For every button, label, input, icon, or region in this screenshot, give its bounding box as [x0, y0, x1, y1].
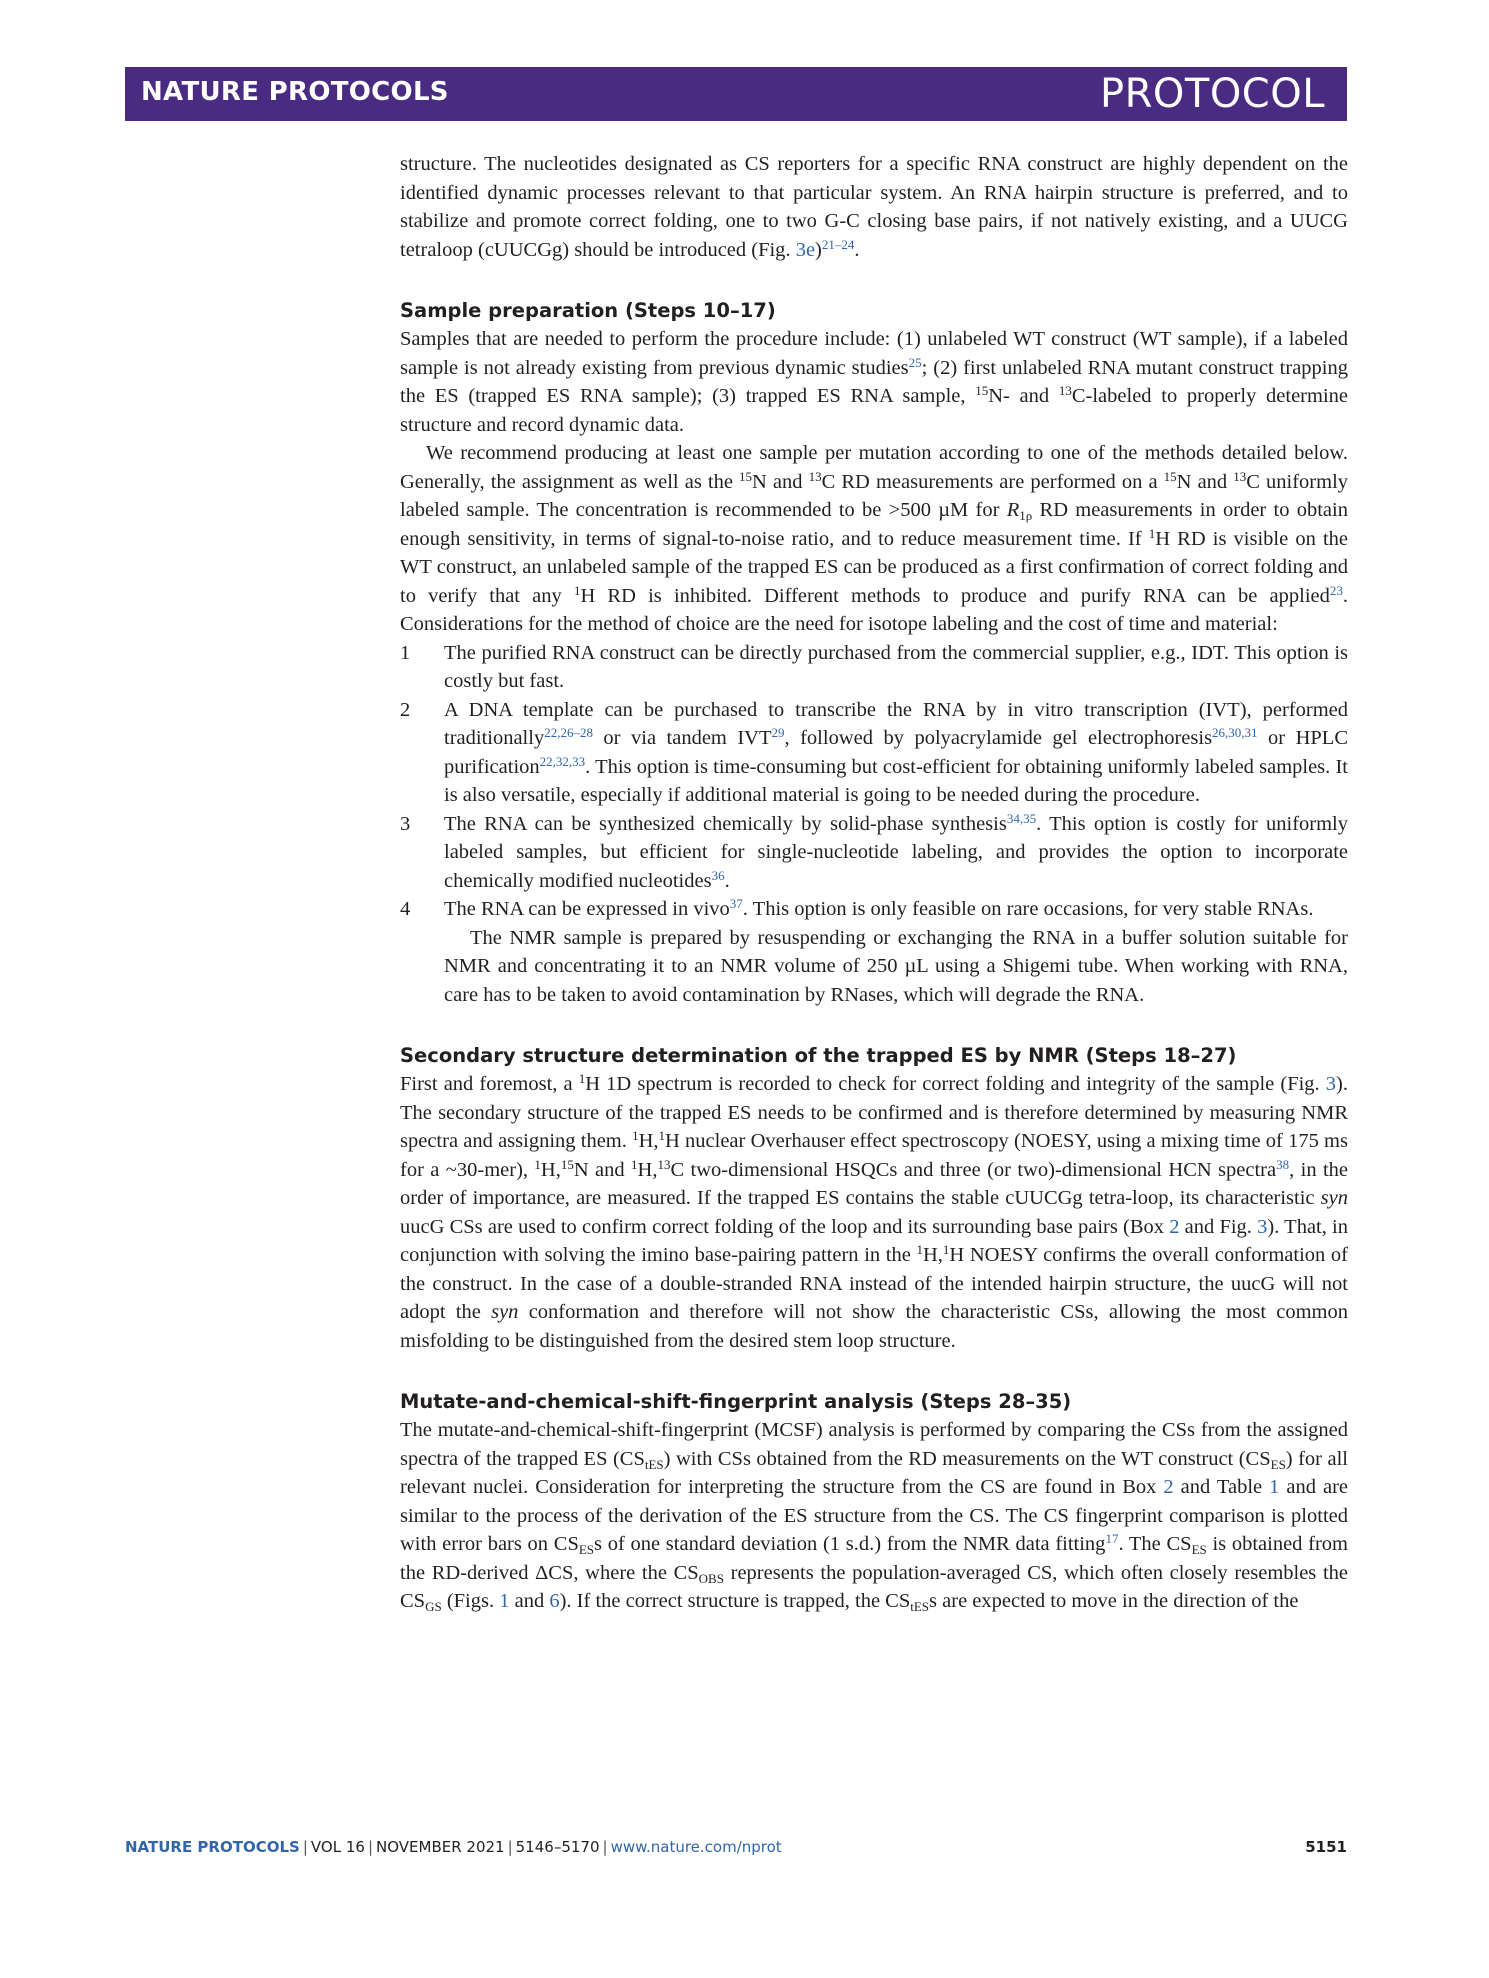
- section-heading: Mutate-and-chemical-shift-fingerprint analysis (Steps 28–35): [400, 1390, 1072, 1413]
- section-label: PROTOCOL: [1099, 71, 1325, 117]
- list-item: 4 The RNA can be expressed in vivo$^{37}$. This option is only feasible on rare occasions, for very stable RNAs.: [400, 896, 1314, 920]
- page-footer: NATURE PROTOCOLS | VOL 16 | NOVEMBER 2021 | 5146–5170 | www.nature.com/nprot 5151: [125, 1838, 1347, 1856]
- footer-volume: VOL 16: [310, 1838, 365, 1856]
- paragraph: First and foremost, a $^1$H 1D spectrum is recorded to check for correct folding and integrity of the sample (Fig. 3). The secondary structure of the trapped ES needs to be confirmed and is therefore determined by measuring NMR spectra and assigning them. $^1$H,$^1$H nuclear Overhauser effect spectroscopy (NOESY, using a mixing time of 175 ms for a ~30-mer), $^1$H,$^{15}$N and $^1$H,$^{13}$C two-dimensional HSQCs and three (or two)-dimensional HCN spectra$^{38}$, in the order of importance, are measured. If the trapped ES contains the stable cUUCGg tetra-loop, its characteristic syn uucG CSs are used to confirm correct folding of the loop and its surrounding base pairs (Box 2 and Fig. 3). That, in conjunction with solving the imino base-pairing pattern in the $^1$H,$^1$H NOESY confirms the overall conformation of the construct. In the case of a double-stranded RNA instead of the intended hairpin structure, the uucG will not adopt the syn conformation and therefore will not show the characteristic CSs, allowing the most common misfolding to be distinguished from the desired stem loop structure.: [400, 1071, 1349, 1352]
- header-bar: [125, 67, 1347, 121]
- section-heading: Sample preparation (Steps 10–17): [400, 299, 776, 322]
- fig-ref-3e[interactable]: 3e: [795, 238, 816, 261]
- section-sample-preparation: [400, 297, 1348, 1009]
- section-mcsf: [400, 1388, 1348, 1616]
- table-ref[interactable]: 1: [1269, 1476, 1280, 1498]
- fig-ref[interactable]: 1: [499, 1590, 510, 1612]
- citation[interactable]: 34,35: [1006, 810, 1037, 826]
- citation[interactable]: 36: [711, 867, 725, 883]
- footer-date: NOVEMBER 2021: [376, 1838, 505, 1856]
- intro-paragraph: structure. The nucleotides designated as CS reporters for a specific RNA construct are highly dependent on the identified dynamic processes relevant to that particular system. An RNA hairpin structure is preferred, and to stabilize and promote correct folding, one to two G-C closing base pairs, if not natively existing, and a UUCG tetraloop (cUUCGg) should be introduced (Fig. 3e)$^{21-24}$.: [400, 153, 1348, 261]
- journal-name: NATURE PROTOCOLS: [141, 77, 449, 107]
- paragraph: The NMR sample is prepared by resuspending or exchanging the RNA in a buffer solution suitable for NMR and concentrating it to an NMR volume of 250 µL using a Shigemi tube. When working with RNA, care has to be taken to avoid contamination by RNases, which will degrade the RNA.: [444, 926, 1348, 1006]
- citation[interactable]: 38: [1276, 1156, 1290, 1172]
- method-list: [400, 639, 1348, 924]
- paragraph: The mutate-and-chemical-shift-fingerprint (MCSF) analysis is performed by comparing the CSs from the assigned spectra of the trapped ES $(CS_{tES})$ with CSs obtained from the RD measurements on the WT construct $(CS_{ES})$ for all relevant nuclei. Consideration for interpreting the structure from the CS are found in Box 2 and Table 1 and are similar to the process of the derivation of the ES structure from the CS. The CS fingerprint comparison is plotted with error bars on $CS_{ES}s$ of one standard deviation (1 s.d.) from the NMR data fitting$^{17}$. The $CS_{ES}$ is obtained from the RD-derived ΔCS, where the $CS_{OBS}$ represents the population-averaged CS, which often closely resembles the $CS_{GS}$ (Figs. 1 and 6). If the correct structure is trapped, the $CS_{tES}s$ are expected to move in the direction of the: [400, 1419, 1348, 1614]
- citation[interactable]: 29: [771, 725, 785, 740]
- fig-ref[interactable]: 3: [1325, 1073, 1337, 1095]
- citation[interactable]: 26,30,31: [1212, 725, 1258, 740]
- paragraph: We recommend producing at least one sample per mutation according to one of the methods detailed below. Generally, the assignment as well as the $^{15}$N and $^{13}$C RD measurements are performed on a $^{15}$N and $^{13}$C uniformly labeled sample. The concentration is recommended to be >500 µM for $R_{1\rho}$ RD measurements in order to obtain enough sensitivity, in terms of signal-to-noise ratio, and to reduce measurement time. If $^1$H RD is visible on the WT construct, an unlabeled sample of the trapped ES can be produced as a first confirmation of correct folding and to verify that any $^1$H RD is inhibited. Different methods to produce and purify RNA can be applied$^{23}$. Considerations for the method of choice are the need for isotope labeling and the cost of time and material:: [400, 442, 1349, 635]
- fig-ref[interactable]: 6: [549, 1590, 560, 1612]
- list-item: 1 The purified RNA construct can be directly purchased from the commercial supplier, e.g., IDT. This option is costly but fast.: [400, 641, 1348, 692]
- citation[interactable]: 37: [729, 896, 743, 911]
- citation[interactable]: 23: [1329, 582, 1343, 598]
- article-body: [400, 150, 1348, 1616]
- citation[interactable]: 22,26–28: [544, 725, 593, 740]
- fig-ref[interactable]: 3: [1257, 1215, 1268, 1238]
- citation[interactable]: 17: [1105, 1531, 1119, 1546]
- box-ref[interactable]: 2: [1169, 1215, 1180, 1238]
- section-secondary-structure: [400, 1042, 1348, 1355]
- list-item: 3 The RNA can be synthesized chemically by solid-phase synthesis$^{34,35}$. This option is costly for uniformly labeled samples, but efficient for single-nucleotide labeling, and provides the option to incorporate chemically modified nucleotides$^{36}$.: [400, 810, 1348, 892]
- citation[interactable]: 21–24: [821, 236, 855, 252]
- citation[interactable]: 22,32,33: [539, 753, 586, 769]
- footer-url-link[interactable]: www.nature.com/nprot: [610, 1838, 782, 1856]
- citation[interactable]: 25: [908, 354, 922, 370]
- list-item: 2 A DNA template can be purchased to transcribe the RNA by in vitro transcription (IVT), performed traditionally$^{22,26-28}$ or via tandem IVT$^{29}$, followed by polyacrylamide gel electrophoresis$^{26,30,31}$ or HPLC purification$^{22,32,33}$. This option is time-consuming but cost-efficient for obtaining uniformly labeled samples. It is also versatile, especially if additional material is going to be needed during the procedure.: [400, 698, 1348, 806]
- paragraph: Samples that are needed to perform the procedure include: (1) unlabeled WT construct (WT sample), if a labeled sample is not already existing from previous dynamic studies$^{25}$; (2) first unlabeled RNA mutant construct trapping the ES (trapped ES RNA sample); (3) trapped ES RNA sample, $^{15}$N- and $^{13}$C-labeled to properly determine structure and record dynamic data.: [400, 328, 1348, 436]
- footer-journal: NATURE PROTOCOLS: [125, 1838, 300, 1856]
- page-number: 5151: [1305, 1838, 1347, 1856]
- box-ref[interactable]: 2: [1163, 1476, 1174, 1498]
- section-heading: Secondary structure determination of the trapped ES by NMR (Steps 18–27): [400, 1044, 1237, 1067]
- footer-pages: 5146–5170: [515, 1838, 600, 1856]
